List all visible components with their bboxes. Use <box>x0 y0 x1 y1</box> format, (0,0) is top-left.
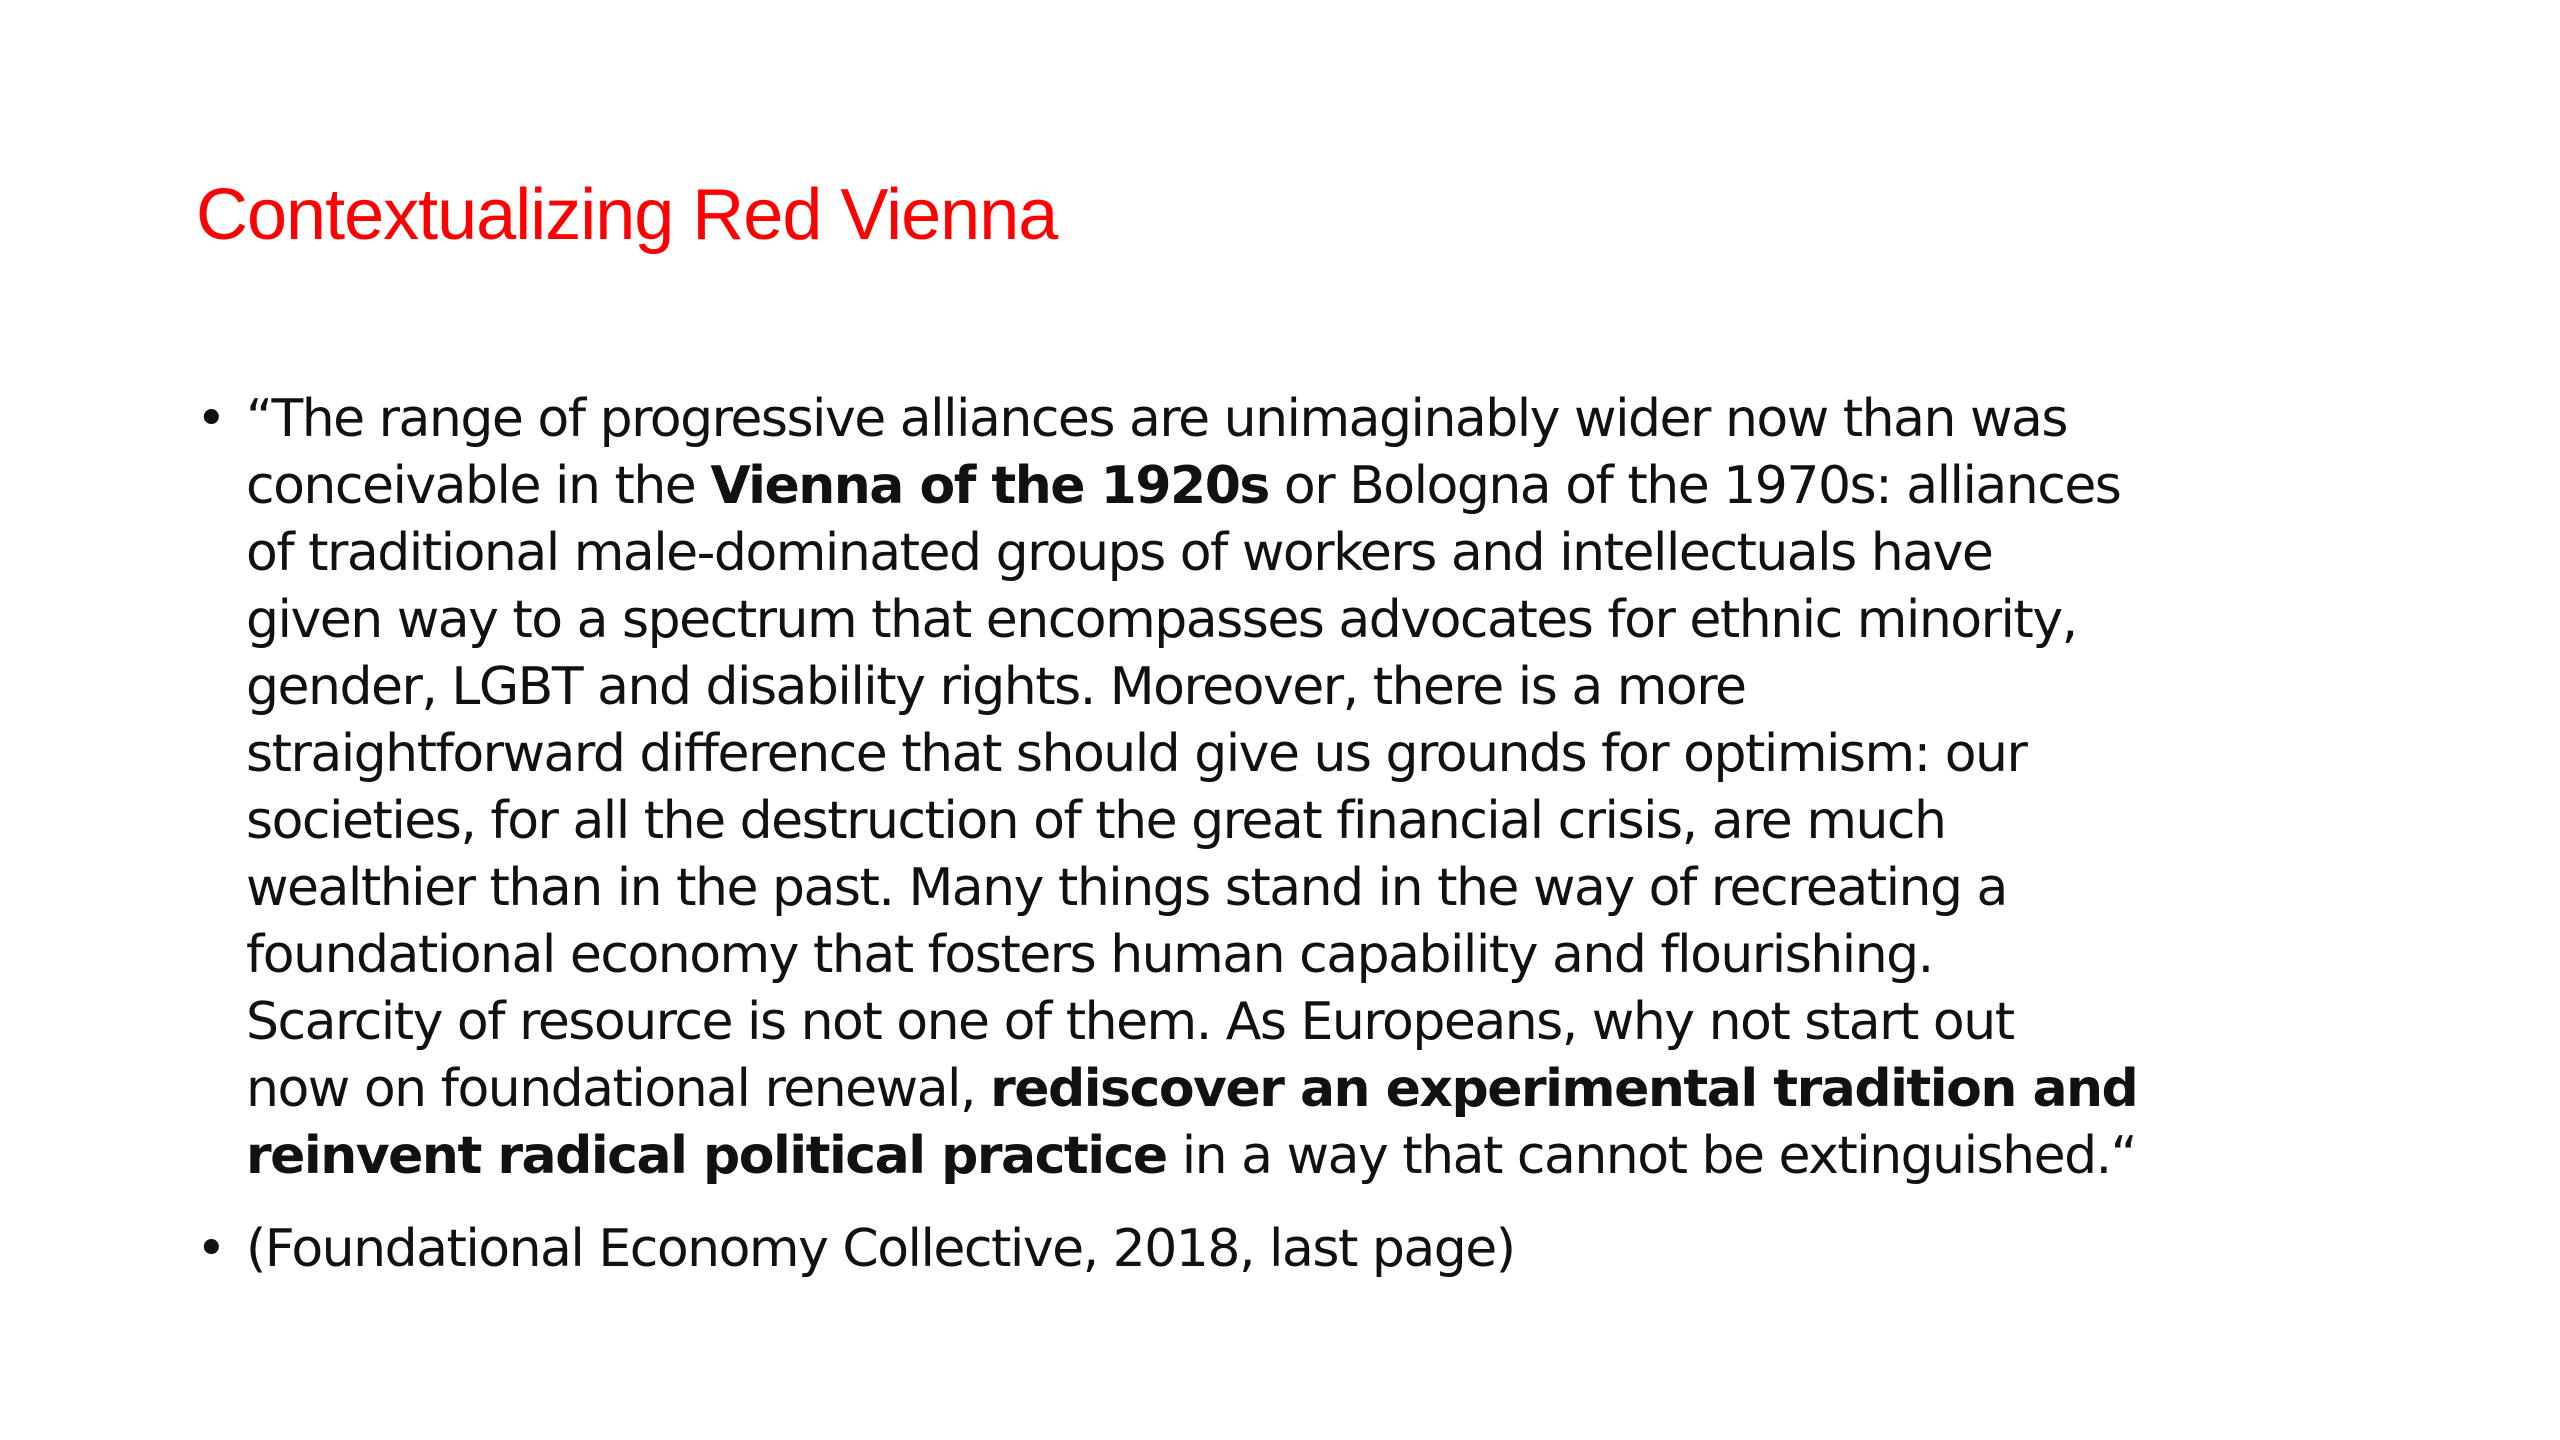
citation-text: (Foundational Economy Collective, 2018, last page) <box>246 1219 1515 1279</box>
quote-line <box>246 453 2376 520</box>
quote-line <box>246 989 2376 1056</box>
quote-run: given way to a spectrum that encompasses advocates for ethnic minority, <box>246 590 2077 650</box>
quote-run: gender, LGBT and disability rights. Moreover, there is a more <box>246 657 1746 717</box>
quote-run: straightforward difference that should give us grounds for optimism: our <box>246 724 2027 784</box>
quote-line <box>246 721 2376 788</box>
bullet-icon: • <box>196 1219 226 1279</box>
quote-line <box>246 788 2376 855</box>
quote-run: wealthier than in the past. Many things stand in the way of recreating a <box>246 858 2007 918</box>
bullet-item-quote <box>196 386 2376 1190</box>
quote-run: of traditional male-dominated groups of workers and intellectuals have <box>246 523 1993 583</box>
quote-emphasis: reinvent radical political practice <box>246 1126 1167 1186</box>
quote-run: in a way that cannot be extinguished.“ <box>1166 1126 2137 1186</box>
quote-run: societies, for all the destruction of the great financial crisis, are much <box>246 791 1946 851</box>
quote-line <box>246 922 2376 989</box>
quote-line <box>246 587 2376 654</box>
quote-run: foundational economy that fosters human capability and flourishing. <box>246 925 1933 985</box>
bullet-item-citation <box>196 1216 2376 1283</box>
bullet-list <box>196 386 2376 1283</box>
quote-run: Scarcity of resource is not one of them. As Europeans, why not start out <box>246 992 2014 1052</box>
quote-line <box>246 1123 2376 1190</box>
quote-line <box>246 654 2376 721</box>
quote-line <box>246 855 2376 922</box>
quote-run: now on foundational renewal, <box>246 1059 991 1119</box>
quote-text <box>246 386 2376 1190</box>
quote-run: conceivable in the <box>246 456 711 516</box>
quote-line <box>246 1056 2376 1123</box>
quote-line <box>246 386 2376 453</box>
quote-run: “The range of progressive alliances are unimaginably wider now than was <box>246 389 2067 449</box>
quote-run: or Bologna of the 1970s: alliances <box>1268 456 2121 516</box>
quote-line <box>246 520 2376 587</box>
quote-emphasis: rediscover an experimental tradition and <box>990 1059 2138 1119</box>
bullet-icon: • <box>196 389 226 449</box>
quote-emphasis: Vienna of the 1920s <box>710 456 1269 516</box>
slide-title: Contextualizing Red Vienna <box>196 175 1058 255</box>
